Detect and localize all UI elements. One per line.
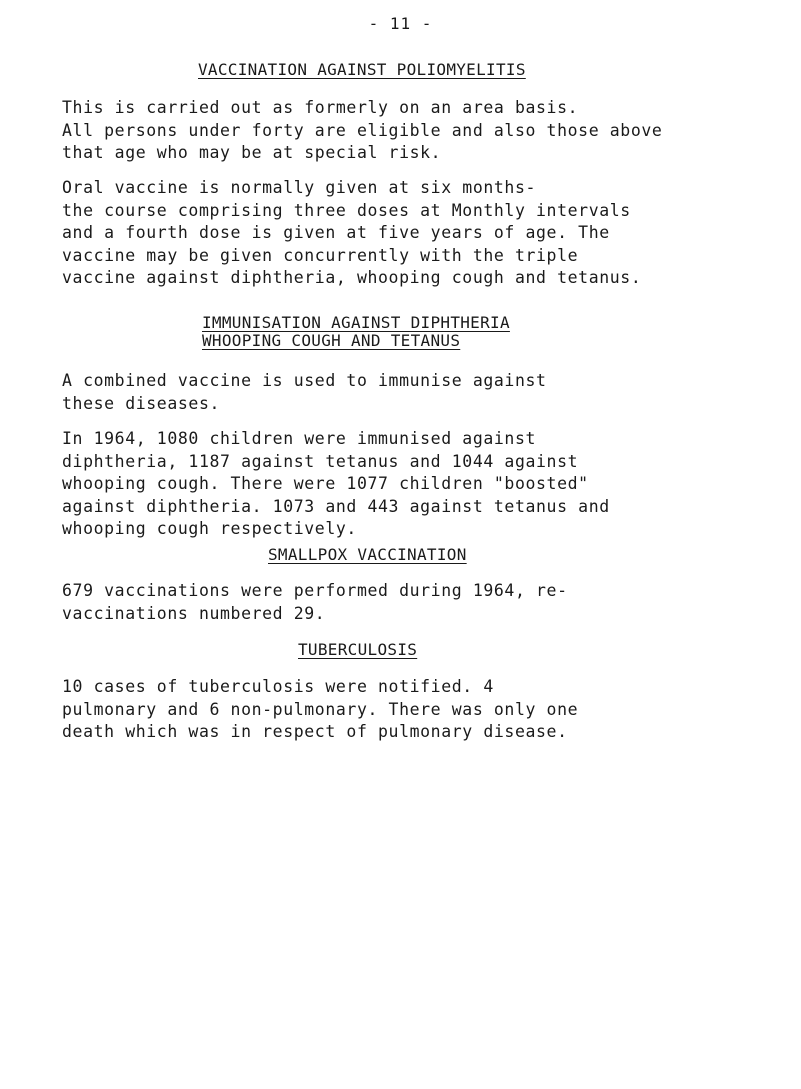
heading-smallpox-vaccination: SMALLPOX VACCINATION [268, 545, 467, 564]
heading-tuberculosis: TUBERCULOSIS [298, 640, 418, 659]
paragraph-smallpox-figures: 679 vaccinations were performed during 1964, re- vaccinations numbered 29. [62, 581, 568, 623]
heading-poliomyelitis: VACCINATION AGAINST POLIOMYELITIS [198, 60, 526, 79]
paragraph-polio-area-basis: This is carried out as formerly on an area basis. All persons under forty are eligible and also those above that age who may be at special risk. [62, 98, 663, 162]
paragraph-oral-vaccine: Oral vaccine is normally given at six months- the course comprising three doses at Monthly intervals and a fourth dose is given at five years of age. The vaccine may be given concurrently with the triple vaccine against diphtheria, whooping cough and tetanus. [62, 178, 642, 287]
heading-whooping-cough-tetanus: WHOOPING COUGH AND TETANUS [202, 331, 461, 350]
heading-immunisation-diphtheria: IMMUNISATION AGAINST DIPHTHERIA [202, 313, 510, 332]
page-number: - 11 - [368, 14, 433, 33]
paragraph-tuberculosis-figures: 10 cases of tuberculosis were notified. 4 pulmonary and 6 non-pulmonary. There was only one death which was in respect of pulmonary disease. [62, 677, 579, 741]
paragraph-immunisation-figures: In 1964, 1080 children were immunised against diphtheria, 1187 against tetanus and 1044 against whooping cough. There were 1077 children "boosted" against diphtheria. 1073 and 443 against tetanus and whooping cough respectively. [62, 429, 610, 538]
paragraph-combined-vaccine: A combined vaccine is used to immunise against these diseases. [62, 371, 547, 413]
